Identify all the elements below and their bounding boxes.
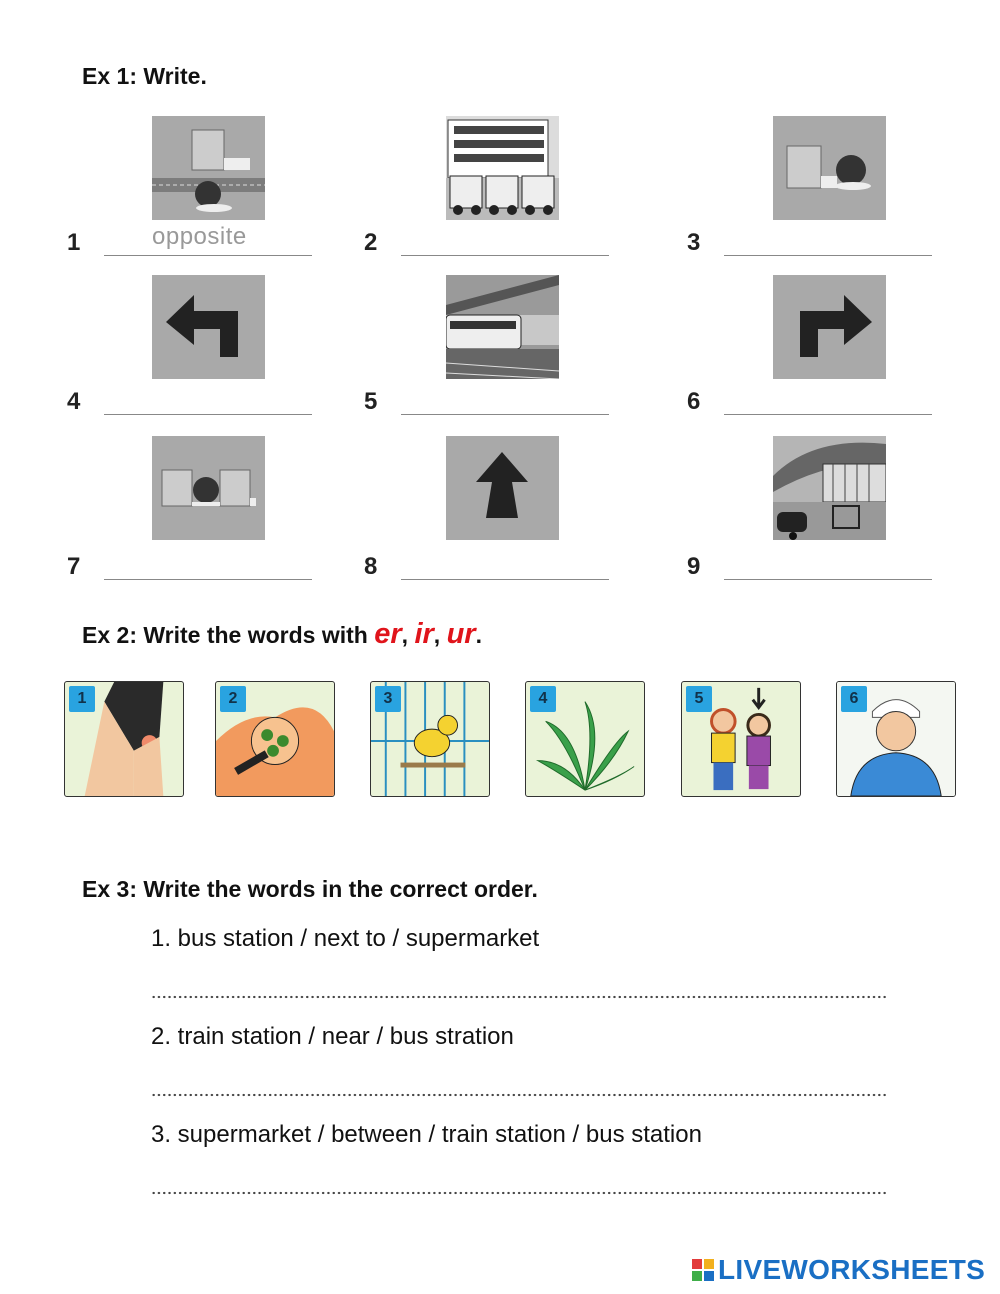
turn-left-arrow-icon [152, 275, 265, 379]
item-number-1: 1 [67, 229, 81, 256]
between-icon [152, 436, 265, 540]
item-number-2: 2 [364, 229, 378, 256]
ex1-title: Ex 1: Write. [82, 63, 207, 89]
separator: , [433, 622, 447, 648]
answer-field-5[interactable] [401, 381, 609, 415]
liveworksheets-logo [692, 1254, 985, 1286]
sound-ir: ir [414, 618, 434, 650]
train-station-icon [446, 275, 559, 379]
supermarket-icon [773, 436, 886, 540]
question-2: 2. train station / near / bus stration [151, 1023, 514, 1050]
answer-field-9[interactable] [724, 546, 932, 580]
hurt-knee-icon [64, 681, 184, 797]
ex2-title-prefix: Ex 2: Write the words with [82, 622, 375, 648]
fern-icon [525, 681, 645, 797]
answer-line-3[interactable] [151, 1190, 887, 1196]
answer-field-4[interactable] [104, 381, 312, 415]
picture-strip [62, 675, 964, 803]
item-number-7: 7 [67, 553, 81, 580]
go-straight-arrow-icon [446, 436, 559, 540]
card-number-4: 4 [530, 686, 556, 712]
item-number-3: 3 [687, 229, 701, 256]
answer-field-7[interactable] [104, 546, 312, 580]
sound-ur: ur [446, 618, 476, 650]
card-number-1: 1 [69, 686, 95, 712]
question-1: 1. bus station / next to / supermarket [151, 925, 540, 952]
title-end: . [475, 622, 482, 648]
ex2-title [82, 618, 482, 651]
next-to-icon [773, 116, 886, 220]
children-icon [681, 681, 801, 797]
logo-mark-icon [692, 1259, 714, 1281]
question-3: 3. supermarket / between / train station / bus station [151, 1121, 702, 1148]
answer-line-1[interactable] [151, 994, 887, 1000]
answer-field-2[interactable] [401, 222, 609, 256]
nurse-icon [836, 681, 956, 797]
item-number-5: 5 [364, 388, 378, 415]
card-number-5: 5 [686, 686, 712, 712]
item-number-8: 8 [364, 553, 378, 580]
logo-text: LIVEWORKSHEETS [718, 1254, 986, 1285]
separator: , [401, 622, 415, 648]
card-number-6: 6 [841, 686, 867, 712]
answer-field-8[interactable] [401, 546, 609, 580]
item-number-9: 9 [687, 553, 701, 580]
card-number-2: 2 [220, 686, 246, 712]
answer-text-1: opposite [152, 223, 247, 250]
answer-line-2[interactable] [151, 1092, 887, 1098]
item-number-6: 6 [687, 388, 701, 415]
turn-right-arrow-icon [773, 275, 886, 379]
answer-field-1[interactable] [104, 222, 312, 256]
item-number-4: 4 [67, 388, 81, 415]
card-number-3: 3 [375, 686, 401, 712]
ex3-title: Ex 3: Write the words in the correct order. [82, 876, 538, 902]
germs-icon [215, 681, 335, 797]
bird-icon [370, 681, 490, 797]
bus-station-icon [446, 116, 559, 220]
sound-er: er [374, 618, 402, 650]
answer-field-3[interactable] [724, 222, 932, 256]
answer-field-6[interactable] [724, 381, 932, 415]
opposite-icon [152, 116, 265, 220]
